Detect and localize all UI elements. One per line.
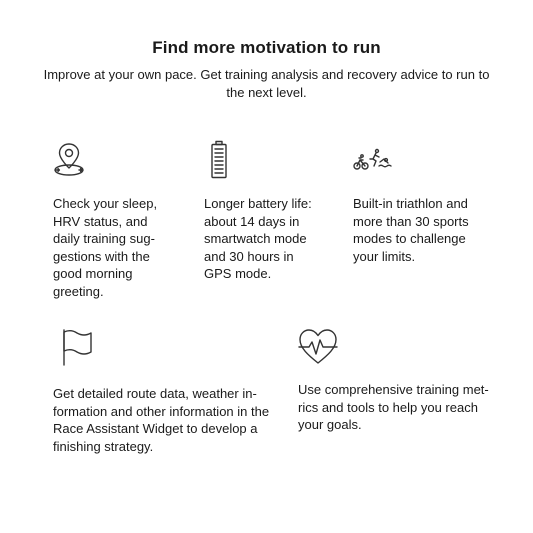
feature-text: Built-in triathlon and more than 30 sports modes to challenge your limits.	[353, 196, 469, 264]
page-title: Find more motivation to run	[152, 38, 381, 57]
page-subtitle: Improve at your own pace. Get training analysis and recovery advice to run to the next level.	[43, 67, 490, 100]
feature-race-assistant	[53, 327, 278, 454]
feature-sleep-greeting	[53, 140, 173, 299]
feature-text: Longer battery life: about 14 days in smartwatch mode and 30 hours in GPS mode.	[204, 196, 312, 281]
battery-icon	[204, 140, 244, 180]
location-pin-icon	[53, 140, 93, 180]
feature-text: Check your sleep, HRV status, and daily training suggestions with the good morning greeting.	[53, 196, 158, 299]
triathlon-icon	[353, 140, 393, 180]
feature-training-metrics	[298, 327, 508, 432]
heart-rate-icon	[298, 327, 338, 367]
feature-text: Use comprehensive training metrics and tools to help you reach your goals.	[298, 382, 489, 432]
feature-triathlon	[353, 140, 478, 264]
feature-text: Get detailed route data, weather information and other information in the Race Assistant Widget to develop a finishing strategy.	[53, 386, 270, 454]
feature-battery-life	[204, 140, 319, 281]
flag-icon	[53, 327, 93, 367]
